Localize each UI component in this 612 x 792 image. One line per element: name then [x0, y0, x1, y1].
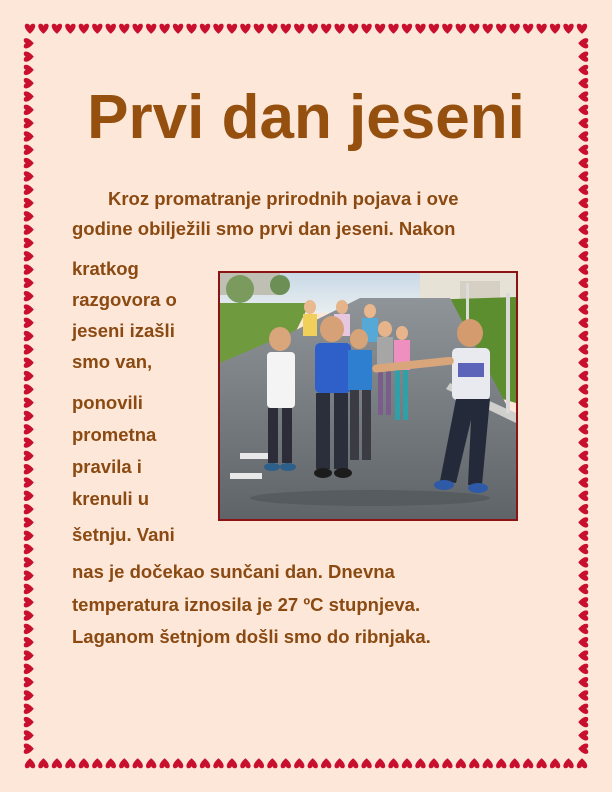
heart-icon [24, 51, 34, 61]
heart-icon [159, 24, 169, 34]
heart-icon [375, 758, 385, 768]
heart-icon [442, 758, 452, 768]
heart-icon [578, 517, 588, 527]
paragraph-line: Kroz promatranje prirodnih pojava i ove [108, 188, 459, 209]
heart-icon [24, 544, 34, 554]
heart-icon [578, 318, 588, 328]
heart-icon [523, 24, 533, 34]
heart-icon [348, 24, 358, 34]
heart-icon [24, 451, 34, 461]
heart-icon [578, 185, 588, 195]
heart-icon [267, 758, 277, 768]
heart-icon [578, 664, 588, 674]
heart-icon [24, 730, 34, 740]
heart-icon [24, 384, 34, 394]
heart-icon [402, 24, 412, 34]
heart-icon [106, 24, 116, 34]
heart-icon [173, 24, 183, 34]
heart-icon [24, 185, 34, 195]
heart-icon [402, 758, 412, 768]
heart-icon [24, 531, 34, 541]
heart-icon [415, 758, 425, 768]
heart-icon [24, 158, 34, 168]
heart-icon [578, 491, 588, 501]
paragraph-line: godine obilježili smo prvi dan jeseni. Nakon [72, 218, 456, 239]
heart-icon [267, 24, 277, 34]
heart-icon [38, 24, 48, 34]
paragraph-line: prometna [72, 424, 157, 445]
heart-icon [65, 758, 75, 768]
heart-icon [24, 331, 34, 341]
heart-icon [92, 24, 102, 34]
heart-icon [24, 171, 34, 181]
heart-icon [578, 198, 588, 208]
heart-icon [24, 557, 34, 567]
heart-icon [24, 664, 34, 674]
heart-icon [227, 758, 237, 768]
heart-icon [496, 758, 506, 768]
heart-icon [24, 371, 34, 381]
heart-icon [24, 304, 34, 314]
heart-icon [469, 758, 479, 768]
heart-icon [173, 758, 183, 768]
heart-icon [578, 397, 588, 407]
heart-icon [536, 758, 546, 768]
paragraph-line: jeseni izašli [72, 320, 175, 341]
heart-icon [334, 758, 344, 768]
heart-icon [578, 371, 588, 381]
heart-icon [578, 690, 588, 700]
heart-icon [213, 24, 223, 34]
heart-icon [563, 758, 573, 768]
heart-icon [469, 24, 479, 34]
heart-icon [536, 24, 546, 34]
heart-icon [578, 264, 588, 274]
heart-icon [79, 758, 89, 768]
heart-icon [578, 704, 588, 714]
heart-icon [159, 758, 169, 768]
heart-icon [578, 504, 588, 514]
heart-icon [578, 624, 588, 634]
heart-icon [578, 570, 588, 580]
heart-icon [578, 291, 588, 301]
heart-icon [578, 304, 588, 314]
heart-icon [24, 624, 34, 634]
heart-icon [146, 758, 156, 768]
heart-icon [578, 650, 588, 660]
heart-icon [563, 24, 573, 34]
heart-icon [119, 758, 129, 768]
heart-icon [577, 24, 587, 34]
heart-icon [578, 211, 588, 221]
paragraph-line: pravila i [72, 456, 142, 477]
heart-icon [200, 24, 210, 34]
heart-icon [321, 758, 331, 768]
heart-icon [388, 24, 398, 34]
heart-icon [415, 24, 425, 34]
heart-icon [281, 24, 291, 34]
heart-icon [483, 758, 493, 768]
children-walking-photo [220, 273, 516, 519]
heart-icon [578, 171, 588, 181]
heart-icon [442, 24, 452, 34]
heart-icon [456, 758, 466, 768]
photo-frame [218, 271, 518, 521]
heart-icon [550, 758, 560, 768]
heart-icon [24, 397, 34, 407]
heart-icon [92, 758, 102, 768]
heart-icon [523, 758, 533, 768]
heart-icon [24, 464, 34, 474]
heart-icon [294, 24, 304, 34]
heart-icon [578, 278, 588, 288]
heart-icon [578, 51, 588, 61]
heart-icon [361, 24, 371, 34]
heart-icon [578, 358, 588, 368]
heart-icon [578, 331, 588, 341]
heart-icon [24, 704, 34, 714]
heart-icon [308, 24, 318, 34]
heart-icon [308, 758, 318, 768]
heart-icon [578, 730, 588, 740]
heart-icon [52, 758, 62, 768]
heart-icon [496, 24, 506, 34]
heart-icon [24, 491, 34, 501]
heart-icon [578, 464, 588, 474]
heart-icon [24, 251, 34, 261]
heart-icon [65, 24, 75, 34]
heart-icon [388, 758, 398, 768]
heart-icon [146, 24, 156, 34]
paragraph-line: krenuli u [72, 488, 150, 509]
heart-icon [24, 744, 34, 754]
heart-icon [334, 24, 344, 34]
paragraph-line: smo van, [72, 351, 153, 372]
heart-icon [240, 758, 250, 768]
heart-icon [578, 224, 588, 234]
paragraph-line: šetnju. Vani [72, 524, 175, 545]
heart-icon [24, 610, 34, 620]
paragraph-line: kratkog [72, 258, 139, 279]
heart-icon [578, 744, 588, 754]
heart-icon [254, 24, 264, 34]
heart-icon [321, 24, 331, 34]
heart-icon [24, 437, 34, 447]
paragraph-line: razgovora o [72, 289, 177, 310]
heart-icon [24, 38, 34, 48]
heart-icon [578, 65, 588, 75]
heart-icon [24, 411, 34, 421]
heart-icon [24, 238, 34, 248]
heart-icon [578, 424, 588, 434]
heart-icon [24, 318, 34, 328]
heart-icon [24, 690, 34, 700]
heart-icon [25, 758, 35, 768]
heart-icon [24, 198, 34, 208]
paragraph-line: Laganom šetnjom došli smo do ribnjaka. [72, 626, 431, 647]
heart-icon [200, 758, 210, 768]
heart-icon [578, 637, 588, 647]
heart-icon [578, 597, 588, 607]
heart-icon [24, 637, 34, 647]
heart-icon [578, 477, 588, 487]
heart-icon [577, 758, 587, 768]
heart-icon [578, 38, 588, 48]
heart-icon [24, 358, 34, 368]
heart-icon [24, 291, 34, 301]
heart-icon [24, 717, 34, 727]
heart-icon [254, 758, 264, 768]
heart-icon [578, 437, 588, 447]
heart-icon [578, 384, 588, 394]
heart-icon [119, 24, 129, 34]
heart-icon [578, 158, 588, 168]
heart-icon [24, 584, 34, 594]
heart-icon [24, 597, 34, 607]
heart-icon [24, 517, 34, 527]
heart-icon [578, 544, 588, 554]
heart-icon [213, 758, 223, 768]
paragraph-line: temperatura iznosila je 27 ºC stupnjeva. [72, 594, 421, 615]
heart-icon [578, 238, 588, 248]
heart-icon [240, 24, 250, 34]
heart-icon [24, 344, 34, 354]
heart-icon [24, 477, 34, 487]
heart-icon [348, 758, 358, 768]
heart-icon [429, 758, 439, 768]
heart-icon [25, 24, 35, 34]
heart-icon [24, 224, 34, 234]
heart-icon [578, 610, 588, 620]
heart-icon [24, 504, 34, 514]
heart-icon [24, 570, 34, 580]
heart-icon [24, 424, 34, 434]
heart-icon [429, 24, 439, 34]
heart-icon [578, 677, 588, 687]
heart-icon [79, 24, 89, 34]
heart-icon [578, 411, 588, 421]
heart-icon [361, 758, 371, 768]
heart-icon [578, 531, 588, 541]
heart-icon [578, 584, 588, 594]
paragraph-line: ponovili [72, 392, 143, 413]
heart-icon [510, 758, 520, 768]
heart-icon [578, 451, 588, 461]
heart-icon [24, 65, 34, 75]
heart-icon [133, 758, 143, 768]
heart-icon [24, 650, 34, 660]
heart-icon [186, 758, 196, 768]
heart-icon [52, 24, 62, 34]
heart-icon [578, 251, 588, 261]
heart-icon [133, 24, 143, 34]
heart-icon [294, 758, 304, 768]
heart-icon [281, 758, 291, 768]
heart-icon [227, 24, 237, 34]
document-title: Prvi dan jeseni [87, 83, 525, 152]
heart-icon [483, 24, 493, 34]
heart-icon [456, 24, 466, 34]
heart-icon [578, 717, 588, 727]
heart-icon [24, 677, 34, 687]
heart-icon [38, 758, 48, 768]
heart-icon [24, 264, 34, 274]
heart-icon [24, 278, 34, 288]
heart-icon [106, 758, 116, 768]
heart-icon [578, 557, 588, 567]
paragraph-line: nas je dočekao sunčani dan. Dnevna [72, 561, 395, 582]
heart-icon [510, 24, 520, 34]
heart-icon [550, 24, 560, 34]
heart-icon [578, 344, 588, 354]
heart-icon [186, 24, 196, 34]
heart-icon [24, 211, 34, 221]
heart-icon [375, 24, 385, 34]
